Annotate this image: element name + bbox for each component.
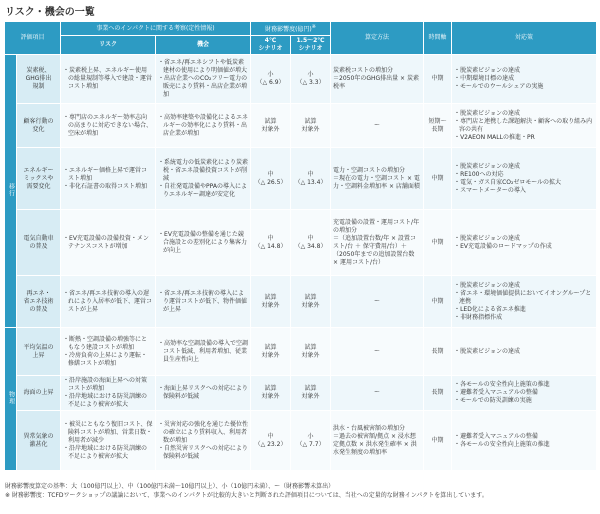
list-item: ・省エネ/再エネ技術の導入により運営コストが低下、物件価値が上昇 [158, 289, 248, 313]
list-item: ・脱炭素ビジョンの達成 [454, 234, 520, 242]
list-item: ・非化石証書の取得コスト増加 [63, 182, 148, 190]
risk-cell [61, 148, 156, 210]
list-item: ・EV充電設備のロードマップの作成 [454, 242, 552, 250]
evaluation-item: 異常気象の 激甚化 [17, 411, 61, 471]
risk-cell [61, 55, 156, 104]
policy-cell [452, 276, 597, 328]
list-item: ・専門店と連携した課題解決・顧客への取り組み内容の共有 [454, 117, 593, 133]
scenario-1-5c-value: 小 （△ 3.3） [291, 55, 331, 104]
risk-opportunity-table [4, 21, 597, 471]
list-item: ・脱炭素ビジョンの達成 [454, 67, 520, 74]
list-item: ・各モールの安全性向上施策の推進 [454, 381, 550, 388]
opportunity-cell [156, 411, 251, 471]
scenario-1-5c-value: 中 （△ 13.4） [291, 148, 331, 210]
risk-cell [61, 104, 156, 148]
policy-cell [452, 55, 597, 104]
evaluation-item: 平均気温の 上昇 [17, 328, 61, 376]
list-item: ・EV充電設備の設備投資・メンテナンスコストが増加 [63, 234, 149, 250]
list-item: ・スマートメーターの導入 [454, 186, 526, 194]
header-timeline: 時間軸 [424, 22, 452, 55]
list-item: ・自然災害リスクへの対応により保険料が低減 [158, 444, 248, 460]
header-impact-group: 事業へのインパクトに関する考察(定性情報) [61, 22, 251, 36]
scenario-4c-value: 試算 対象外 [251, 104, 291, 148]
header-finance-group: 財務影響度(億円)※ [251, 22, 331, 36]
scenario-4c-value: 試算 対象外 [251, 276, 291, 328]
list-item: ・高効率な空調設備の導入で空調コスト低減、利用者増加、従業員生産性向上 [158, 339, 249, 363]
opportunity-cell [156, 328, 251, 376]
risk-cell [61, 210, 156, 276]
scenario-4c-value: 中 （△ 26.5） [251, 148, 291, 210]
method-cell: 電力・空調コストの増加分 ＝現在の電力・空調コスト × 電力・空調料金増加率 × 店舗面積 [331, 148, 424, 210]
scenario-1-5c-value: 小 （△ 7.7） [291, 411, 331, 471]
list-item: ・避難者受入マニュアルの整備 [454, 432, 538, 440]
method-cell: ー [331, 376, 424, 411]
header-scenario-1-5c: 1.5〜2℃ シナリオ [291, 36, 331, 55]
policy-cell [452, 210, 597, 276]
timeline-cell: 中期 [424, 276, 452, 328]
footnote-finance: ※ 財務影響度：TCFDワークショップの議論において、事業へのインパクトが比較的大きいと判断された評価項目については、当社への定量的な財務インパクトを算出しています。 [5, 492, 488, 499]
opportunity-cell [156, 276, 251, 328]
table-row [5, 104, 597, 148]
list-item: ・脱炭素ビジョンの達成 [454, 162, 520, 170]
list-item: ・避難者受入マニュアルの整備 [454, 389, 538, 396]
risk-cell [61, 376, 156, 411]
header-risk: リスク [61, 36, 156, 55]
header-opportunity: 機会 [156, 36, 251, 55]
policy-cell [452, 148, 597, 210]
list-item: ・脱炭素ビジョンの達成 [454, 347, 520, 355]
list-item: ・脱炭素ビジョンの達成 [454, 109, 520, 117]
list-item: ・系統電力の低炭素化により炭素税・省エネ設備投資コストが削減 [158, 158, 249, 182]
table-row [5, 148, 597, 210]
list-item: ・LED化による省エネ推進 [454, 305, 526, 313]
scenario-1-5c-value: 試算 対象外 [291, 328, 331, 376]
list-item: ・被災にともなう復旧コスト、保険料コストが増加、営業日数・利用者が減少 [63, 420, 153, 444]
scenario-4c-value: 中 （△ 23.2） [251, 411, 291, 471]
footnotes [5, 482, 595, 500]
scenario-4c-value: 中 （△ 14.8） [251, 210, 291, 276]
category-transition: 移行 [5, 55, 17, 328]
evaluation-item: 電気自動車 の普及 [17, 210, 61, 276]
list-item: ・非財務指標作成 [454, 313, 503, 321]
list-item: ・自社発電設備やPPAの導入によりエネルギー調達が安定化 [158, 182, 247, 198]
table-row [5, 55, 597, 104]
method-cell: ー [331, 328, 424, 376]
scenario-1-5c-value: 試算 対象外 [291, 376, 331, 411]
page-title: リスク・機会の一覧 [5, 7, 95, 18]
scenario-1-5c-value: 試算 対象外 [291, 104, 331, 148]
list-item: ・沿岸地域における防災訓練の不足により被害が拡大 [63, 444, 148, 460]
timeline-cell: 中期 [424, 55, 452, 104]
method-cell: ー [331, 104, 424, 148]
header-method: 算定方法 [331, 22, 424, 55]
evaluation-item: 海面の上昇 [17, 376, 61, 411]
table-row [5, 376, 597, 411]
list-item: ・沿岸地域における防災訓練の不足により被害が拡大 [63, 393, 148, 408]
list-item: ・炭素税上昇、エネルギー使用の総量規制等導入で建設・運営コスト増加 [63, 67, 153, 90]
opportunity-cell [156, 376, 251, 411]
method-cell: 充電設備の設置・運用コスト/年の増加分 ＝（追加設置台数/年 × 設置コスト/台 ＋ 保守費用/台）＋（2050年までの追加設置台数 × 運用コスト/台） [331, 210, 424, 276]
list-item: ・海面上昇リスクへの対応により保険料が低減 [158, 385, 248, 400]
list-item: ・省エネ/再エネ技術の導入の遅れにより入居率が低下、運営コストが上昇 [63, 289, 153, 313]
list-item: ・冷房負荷の上昇により運転・修繕コストが増加 [63, 351, 148, 367]
opportunity-cell [156, 148, 251, 210]
list-item: ・沿岸施設の海面上昇への対策コストが増加 [63, 377, 148, 392]
list-item: ・EV充電設備の整備を通じた競合施設との差別化により集客力が向上 [158, 230, 248, 254]
opportunity-cell [156, 210, 251, 276]
scenario-1-5c-value: 試算 対象外 [291, 276, 331, 328]
list-item: ・電気・ガス自家CO₂ゼロモールの拡大 [454, 178, 562, 186]
list-item: ・脱炭素ビジョンの達成 [454, 281, 520, 289]
scenario-4c-value: 小 （△ 6.9） [251, 55, 291, 104]
list-item: ・省エネ・環境価値提供においてイオングループと連携 [454, 289, 592, 305]
category-physical: 物理 [5, 328, 17, 471]
timeline-cell: 中期 [424, 210, 452, 276]
timeline-cell: 長期 [424, 376, 452, 411]
list-item: ・V2AEON MALLの推進・PR [454, 133, 535, 141]
footnote-criteria: 財務影響度算定の基準：大（100億円以上）、中（100億円未満〜10億円以上）、小（10億円未満）、ー（財務影響未算出） [5, 483, 335, 490]
scenario-1-5c-value: 中 （△ 34.8） [291, 210, 331, 276]
method-cell: 洪水・台風被害額の増加分 ＝過去の被害額/拠点 × 浸水想定拠点数 × 洪水発生確率 × 洪水発生頻度の増加率 [331, 411, 424, 471]
evaluation-item: エネルギー ミックスや 需要変化 [17, 148, 61, 210]
policy-cell [452, 104, 597, 148]
scenario-4c-value: 試算 対象外 [251, 376, 291, 411]
method-cell: ー [331, 276, 424, 328]
risk-cell [61, 411, 156, 471]
list-item: ・中期環境目標の達成 [454, 75, 515, 82]
list-item: ・RE100への対応 [454, 170, 504, 178]
list-item: ・各モールの安全性向上施策の推進 [454, 440, 550, 448]
table-row [5, 411, 597, 471]
list-item: ・省エネ/再エネシフトや低炭素建材の使用により明価値が増大 [158, 59, 248, 74]
list-item: ・エネルギー価格上昇で運営コスト増加 [63, 166, 148, 182]
risk-cell [61, 276, 156, 328]
list-item: ・高効率建築や設備化によるエネルギーの効率化により賃料・出店企業が増加 [158, 113, 249, 137]
timeline-cell: 短期〜 長期 [424, 104, 452, 148]
table-row [5, 328, 597, 376]
list-item: ・モールでのウールシェアの実施 [454, 83, 544, 90]
scenario-4c-value: 試算 対象外 [251, 328, 291, 376]
header-item: 評価項目 [5, 22, 61, 55]
table-row [5, 210, 597, 276]
policy-cell [452, 411, 597, 471]
opportunity-cell [156, 104, 251, 148]
evaluation-item: 顧客行動の 変化 [17, 104, 61, 148]
header-policy: 対応策 [452, 22, 597, 55]
list-item: ・専門店のエネルギー効率志向の高まりに対応できない場合、空床が増加 [63, 113, 153, 137]
evaluation-item: 再エネ・ 省エネ技術 の普及 [17, 276, 61, 328]
policy-cell [452, 328, 597, 376]
risk-cell [61, 328, 156, 376]
table-row [5, 276, 597, 328]
header-scenario-4c: 4℃ シナリオ [251, 36, 291, 55]
list-item: ・断熱・空調設備の増強等にともなう建設コストが増加 [63, 335, 148, 351]
policy-cell [452, 376, 597, 411]
list-item: ・出店企業へのCO₂フリー電力の販売により賃料・出店企業が増加 [158, 75, 248, 98]
method-cell: 炭素税コストの増加分 ＝2050年のGHG排出量 × 炭素税率 [331, 55, 424, 104]
list-item: ・災害対応の強化を通じた優位性の確立により賃料収入、利用者数が増加 [158, 420, 249, 444]
timeline-cell: 中期 [424, 411, 452, 471]
timeline-cell: 長期 [424, 328, 452, 376]
opportunity-cell [156, 55, 251, 104]
evaluation-item: 炭素税、 GHG排出 規制 [17, 55, 61, 104]
timeline-cell: 中期 [424, 148, 452, 210]
list-item: ・モールでの防災訓練の実施 [454, 397, 532, 404]
